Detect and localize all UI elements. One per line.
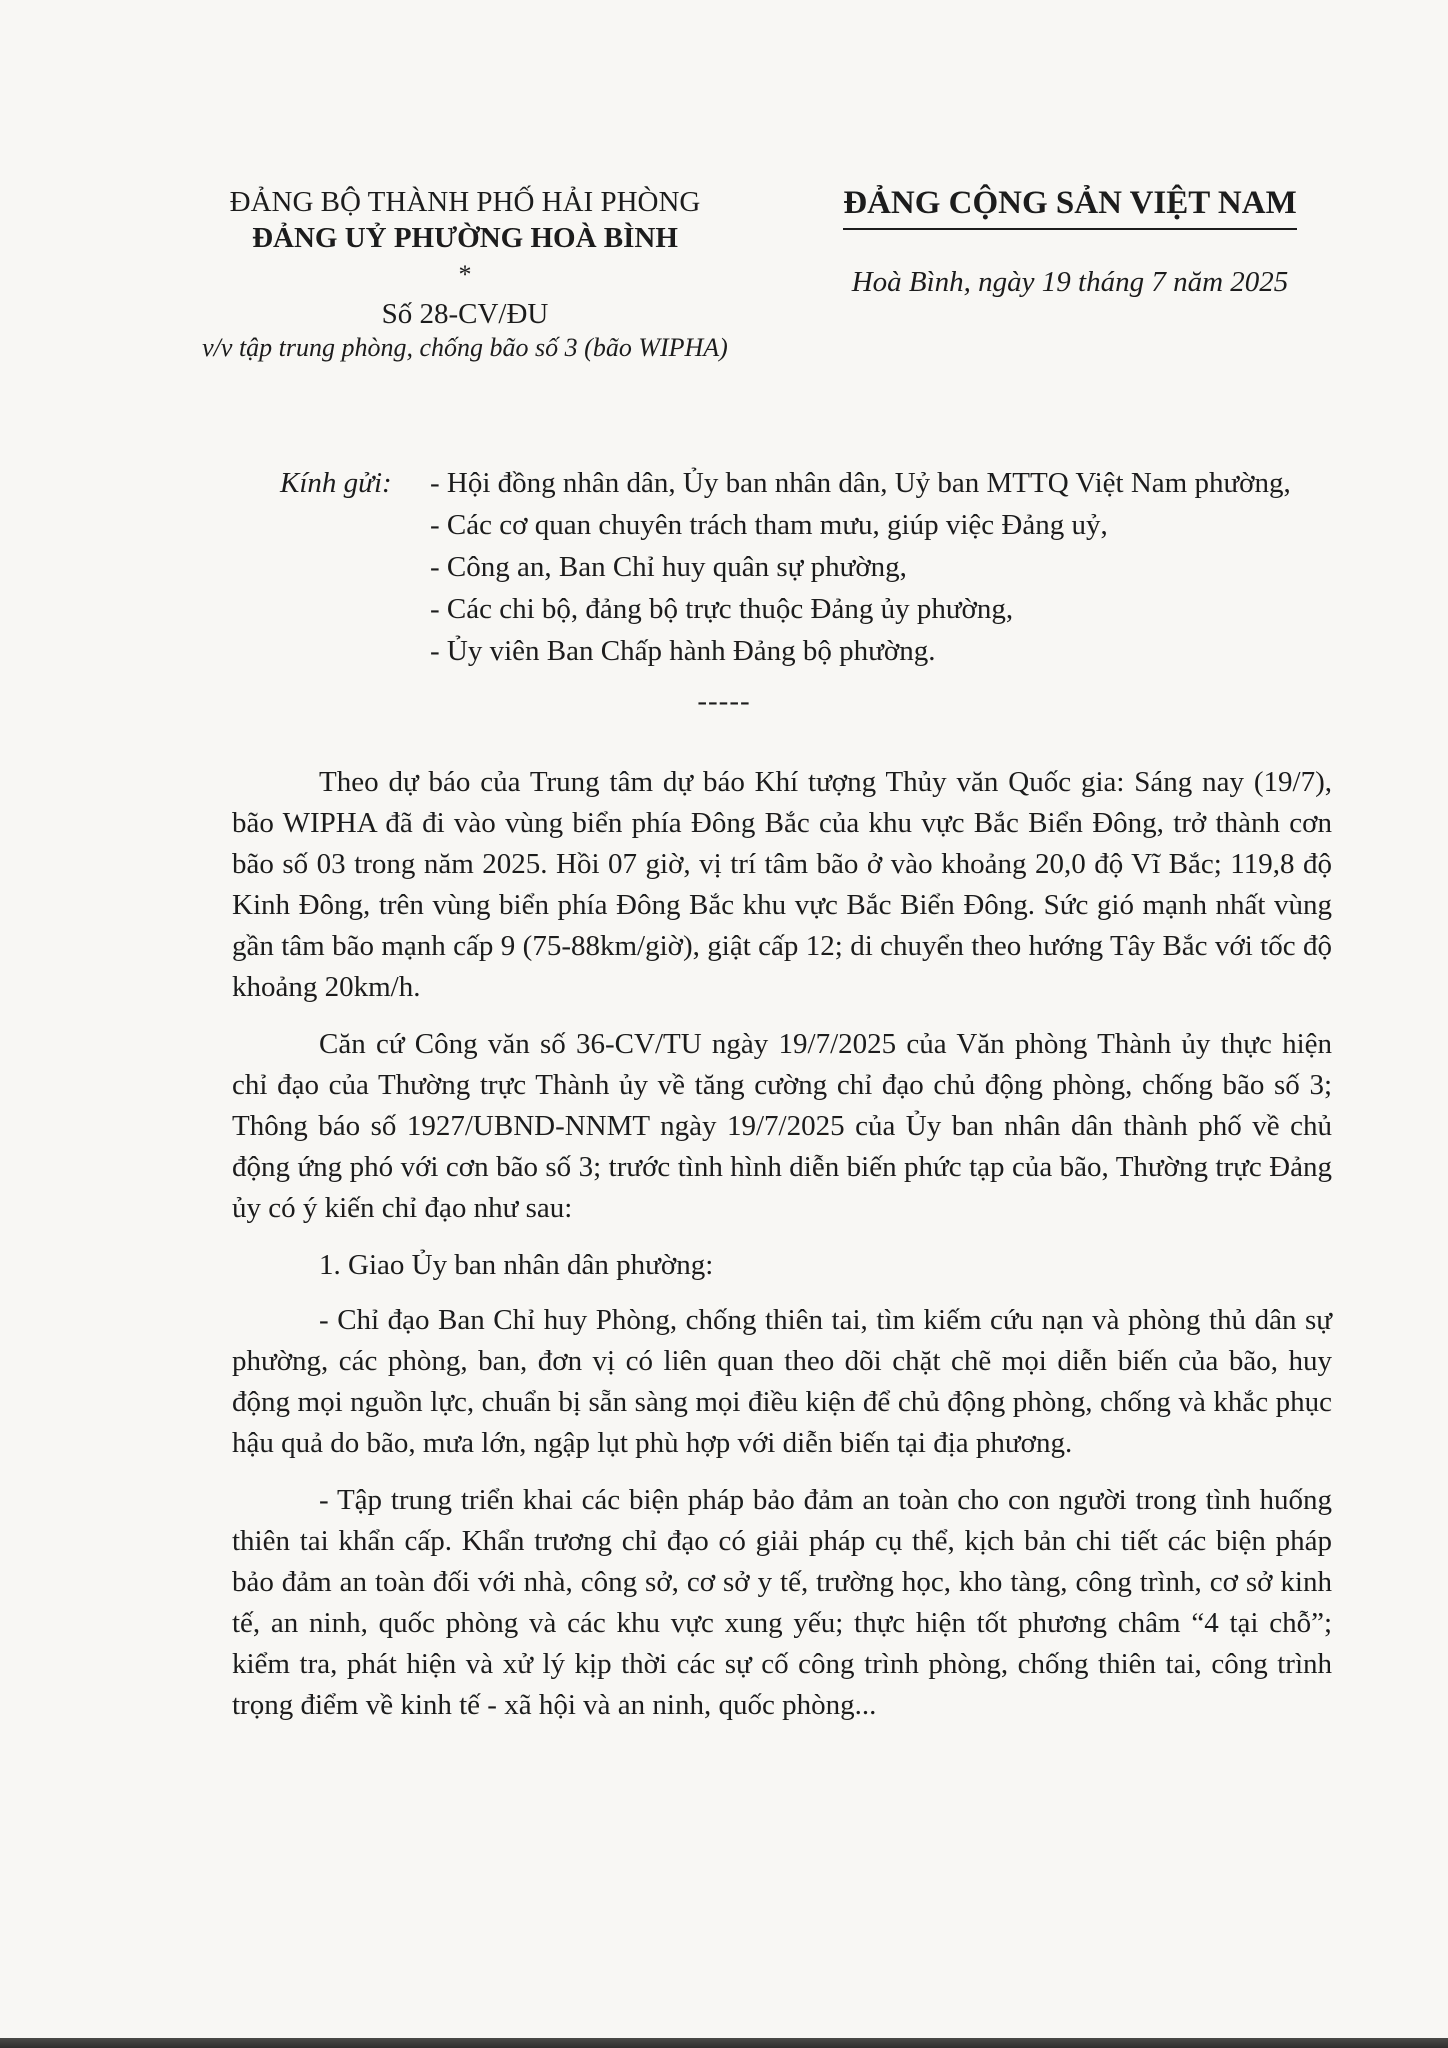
recipient-item: - Ủy viên Ban Chấp hành Đảng bộ phường. [430,635,936,667]
recipients-list [430,462,1380,672]
document-number: Số 28-CV/ĐU [381,298,549,330]
document-subject: v/v tập trung phòng, chống bão số 3 (bão WIPHA) [202,333,728,362]
recipient-item: - Hội đồng nhân dân, Ủy ban nhân dân, Uỷ ban MTTQ Việt Nam phường, [430,467,1291,499]
party-name: ĐẢNG CỘNG SẢN VIỆT NAM [843,184,1297,230]
recipient-item: - Công an, Ban Chỉ huy quân sự phường, [430,551,907,583]
star-separator: * [458,260,472,289]
party-header [810,184,1330,300]
body-paragraph: Theo dự báo của Trung tâm dự báo Khí tượng Thủy văn Quốc gia: Sáng nay (19/7), bão WIPHA đã đi vào vùng biển phía Đông Bắc của khu vực Bắc Biển Đông, trở thành cơn bão số 03 trong năm 2025. Hồi 07 giờ, vị trí tâm bão ở vào khoảng 20,0 độ Vĩ Bắc; 119,8 độ Kinh Đông, trên vùng biển phía Đông Bắc khu vực Bắc Biển Đông. Sức gió mạnh nhất vùng gần tâm bão mạnh cấp 9 (75-88km/giờ), giật cấp 12; di chuyển theo hướng Tây Bắc với tốc độ khoảng 20km/h. [232,766,1332,1003]
body-paragraph: Căn cứ Công văn số 36-CV/TU ngày 19/7/2025 của Văn phòng Thành ủy thực hiện chỉ đạo của Thường trực Thành ủy về tăng cường chỉ đạo chủ động phòng, chống bão số 3; Thông báo số 1927/UBND-NNMT ngày 19/7/2025 của Ủy ban nhân dân thành phố về chủ động ứng phó với cơn bão số 3; trước tình hình diễn biến phức tạp của bão, Thường trực Đảng ủy có ý kiến chỉ đạo như sau: [232,1028,1332,1224]
parent-organization: ĐẢNG BỘ THÀNH PHỐ HẢI PHÒNG [229,186,701,218]
section-heading: 1. Giao Ủy ban nhân dân phường: [319,1249,714,1281]
recipient-item: - Các cơ quan chuyên trách tham mưu, giúp việc Đảng uỷ, [430,509,1108,541]
recipient-item: - Các chi bộ, đảng bộ trực thuộc Đảng ủy phường, [430,593,1014,625]
document-body [232,762,1332,1742]
issuing-organization: ĐẢNG UỶ PHƯỜNG HOÀ BÌNH [252,222,678,254]
section-separator: ----- [697,685,751,717]
body-paragraph: - Chỉ đạo Ban Chỉ huy Phòng, chống thiên tai, tìm kiếm cứu nạn và phòng thủ dân sự phường, các phòng, ban, đơn vị có liên quan theo dõi chặt chẽ mọi diễn biến của bão, huy động mọi nguồn lực, chuẩn bị sẵn sàng mọi điều kiện để chủ động phòng, chống và khắc phục hậu quả do bão, mưa lớn, ngập lụt phù hợp với diễn biến tại địa phương. [232,1304,1332,1459]
body-paragraph: - Tập trung triển khai các biện pháp bảo đảm an toàn cho con người trong tình huống thiên tai khẩn cấp. Khẩn trương chỉ đạo có giải pháp cụ thể, kịch bản chi tiết các biện pháp bảo đảm an toàn đối với nhà, công sở, cơ sở y tế, trường học, kho tàng, công trình, cơ sở kinh tế, an ninh, quốc phòng và các khu vực xung yếu; thực hiện tốt phương châm “4 tại chỗ”; kiểm tra, phát hiện và xử lý kịp thời các sự cố công trình phòng, chống thiên tai, công trình trọng điểm về kinh tế - xã hội và an ninh, quốc phòng... [232,1484,1332,1721]
recipients-label: Kính gửi: [280,467,392,499]
issuer-header [180,184,750,364]
place-and-date: Hoà Bình, ngày 19 tháng 7 năm 2025 [851,266,1289,298]
